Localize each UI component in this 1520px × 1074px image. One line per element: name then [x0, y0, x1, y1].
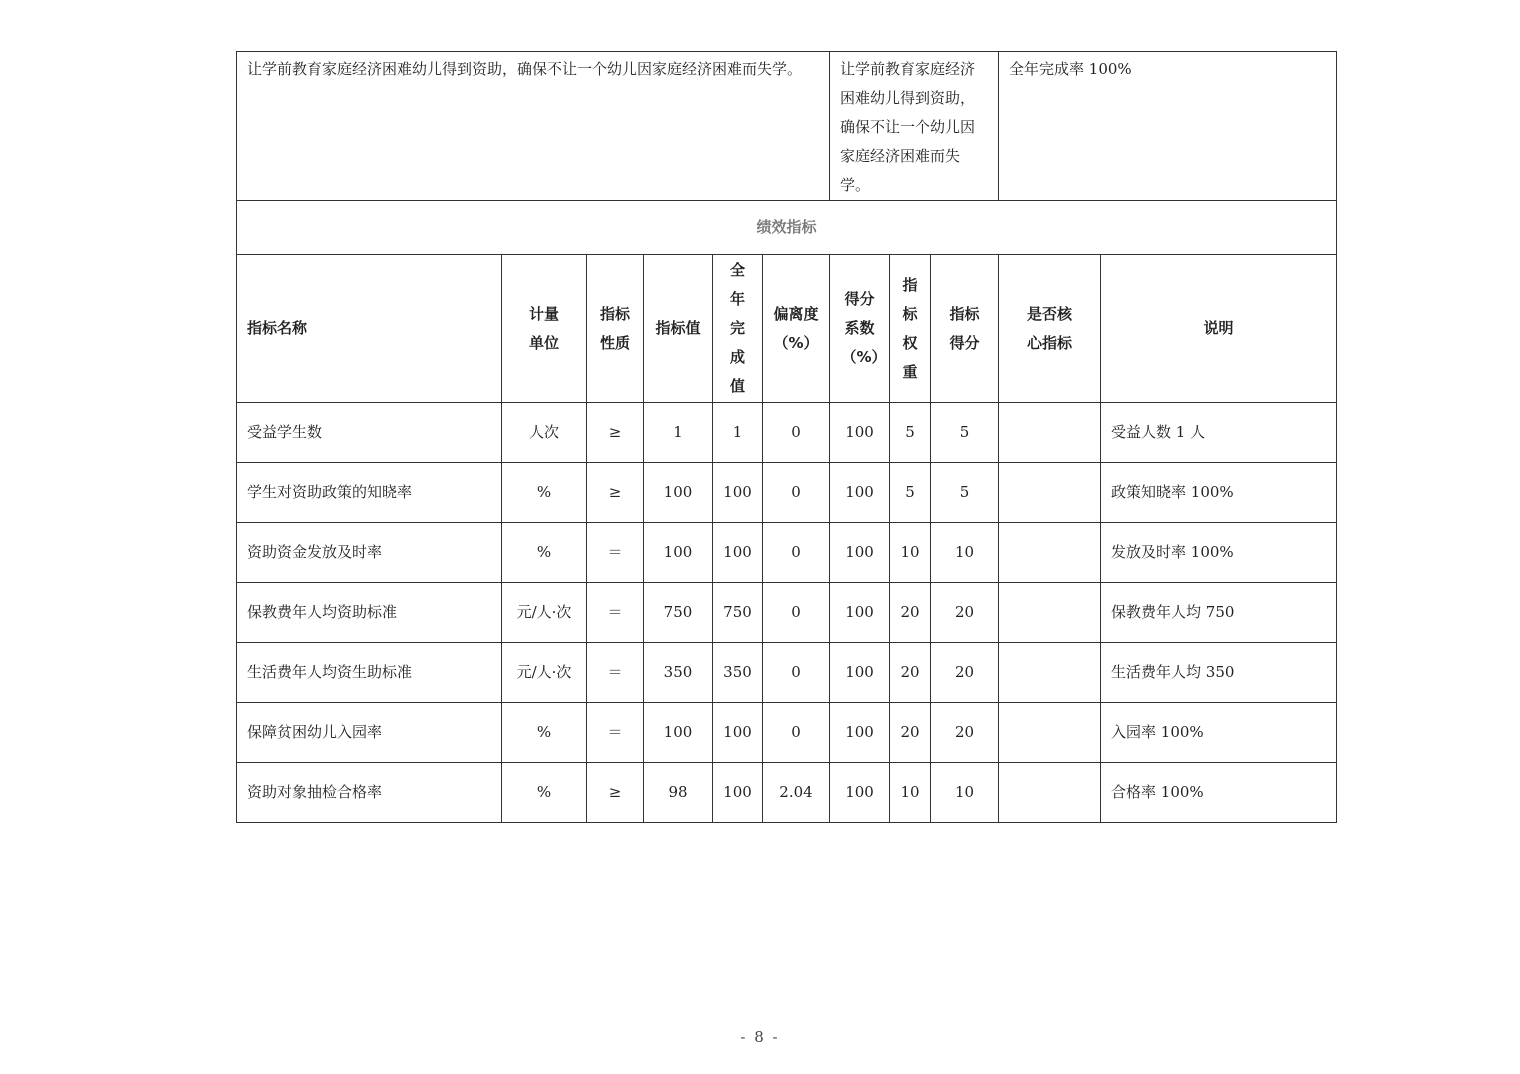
cell-unit: 人次 [502, 403, 587, 463]
cell-actual: 1 [713, 403, 763, 463]
cell-nature: ≥ [587, 403, 644, 463]
table-row [237, 583, 1337, 643]
cell-actual: 100 [713, 463, 763, 523]
header-target: 指标值 [644, 255, 713, 403]
document-page [236, 51, 1336, 823]
cell-target: 100 [644, 463, 713, 523]
cell-deviation: 0 [763, 463, 830, 523]
cell-note: 保教费年人均 750 [1101, 583, 1337, 643]
cell-weight: 20 [890, 643, 931, 703]
cell-deviation: 0 [763, 523, 830, 583]
header-coef [830, 255, 890, 403]
cell-weight: 20 [890, 583, 931, 643]
cell-deviation: 0 [763, 403, 830, 463]
cell-core [999, 763, 1101, 823]
header-core-text: 是否核心指标 [1027, 304, 1073, 352]
cell-actual: 350 [713, 643, 763, 703]
header-deviation-text: 偏离度（%） [773, 304, 819, 352]
cell-nature: ＝ [587, 583, 644, 643]
header-actual-text: 全年完成值 [729, 261, 745, 395]
table-row [237, 523, 1337, 583]
table-row [237, 643, 1337, 703]
cell-core [999, 703, 1101, 763]
objective-cell-1: 让学前教育家庭经济困难幼儿得到资助，确保不让一个幼儿因家庭经济困难而失学。 [237, 52, 830, 201]
header-note: 说明 [1101, 255, 1337, 403]
table-row [237, 763, 1337, 823]
cell-unit: % [502, 523, 587, 583]
cell-target: 1 [644, 403, 713, 463]
cell-score: 5 [931, 463, 999, 523]
cell-coef: 100 [830, 703, 890, 763]
cell-deviation: 2.04 [763, 763, 830, 823]
header-unit [502, 255, 587, 403]
cell-nature: ＝ [587, 703, 644, 763]
cell-score: 10 [931, 523, 999, 583]
cell-coef: 100 [830, 763, 890, 823]
cell-target: 100 [644, 523, 713, 583]
cell-name: 保障贫困幼儿入园率 [237, 703, 502, 763]
cell-name: 资助对象抽检合格率 [237, 763, 502, 823]
cell-actual: 100 [713, 523, 763, 583]
section-title: 绩效指标 [237, 201, 1337, 255]
header-nature-text: 指标性质 [599, 304, 630, 352]
cell-nature: ＝ [587, 643, 644, 703]
performance-table [236, 51, 1337, 823]
cell-actual: 750 [713, 583, 763, 643]
table-row [237, 463, 1337, 523]
header-nature [587, 255, 644, 403]
section-title-row [237, 201, 1337, 255]
cell-coef: 100 [830, 643, 890, 703]
cell-core [999, 583, 1101, 643]
cell-note: 入园率 100% [1101, 703, 1337, 763]
cell-deviation: 0 [763, 643, 830, 703]
header-weight-text: 指标权重 [902, 275, 918, 381]
cell-note: 受益人数 1 人 [1101, 403, 1337, 463]
cell-core [999, 523, 1101, 583]
cell-deviation: 0 [763, 703, 830, 763]
cell-note: 生活费年人均 350 [1101, 643, 1337, 703]
cell-score: 5 [931, 403, 999, 463]
table-row [237, 403, 1337, 463]
header-actual [713, 255, 763, 403]
table-body [237, 403, 1337, 823]
cell-name: 资助资金发放及时率 [237, 523, 502, 583]
cell-nature: ≥ [587, 463, 644, 523]
cell-note: 发放及时率 100% [1101, 523, 1337, 583]
cell-target: 98 [644, 763, 713, 823]
cell-weight: 5 [890, 463, 931, 523]
cell-name: 保教费年人均资助标准 [237, 583, 502, 643]
cell-actual: 100 [713, 763, 763, 823]
cell-coef: 100 [830, 583, 890, 643]
cell-unit: 元/人·次 [502, 583, 587, 643]
cell-name: 生活费年人均资生助标准 [237, 643, 502, 703]
cell-unit: 元/人·次 [502, 643, 587, 703]
cell-target: 750 [644, 583, 713, 643]
page-number: - 8 - [740, 1028, 780, 1046]
cell-name: 受益学生数 [237, 403, 502, 463]
cell-target: 100 [644, 703, 713, 763]
cell-weight: 20 [890, 703, 931, 763]
header-unit-text: 计量单位 [528, 304, 559, 352]
cell-coef: 100 [830, 403, 890, 463]
cell-coef: 100 [830, 463, 890, 523]
cell-deviation: 0 [763, 583, 830, 643]
cell-unit: % [502, 763, 587, 823]
header-weight [890, 255, 931, 403]
cell-core [999, 643, 1101, 703]
cell-coef: 100 [830, 523, 890, 583]
header-score-text: 指标得分 [949, 304, 980, 352]
objective-cell-2: 让学前教育家庭经济困难幼儿得到资助，确保不让一个幼儿因家庭经济困难而失学。 [830, 52, 999, 201]
cell-weight: 10 [890, 763, 931, 823]
cell-name: 学生对资助政策的知晓率 [237, 463, 502, 523]
cell-actual: 100 [713, 703, 763, 763]
cell-score: 20 [931, 583, 999, 643]
cell-target: 350 [644, 643, 713, 703]
objective-cell-3: 全年完成率 100% [999, 52, 1337, 201]
cell-note: 合格率 100% [1101, 763, 1337, 823]
header-deviation [763, 255, 830, 403]
cell-core [999, 463, 1101, 523]
header-core [999, 255, 1101, 403]
cell-weight: 5 [890, 403, 931, 463]
objectives-row [237, 52, 1337, 201]
cell-unit: % [502, 703, 587, 763]
header-score [931, 255, 999, 403]
cell-score: 20 [931, 703, 999, 763]
header-name: 指标名称 [237, 255, 502, 403]
cell-score: 10 [931, 763, 999, 823]
table-row [237, 703, 1337, 763]
cell-weight: 10 [890, 523, 931, 583]
cell-core [999, 403, 1101, 463]
cell-note: 政策知晓率 100% [1101, 463, 1337, 523]
cell-unit: % [502, 463, 587, 523]
cell-nature: ＝ [587, 523, 644, 583]
cell-score: 20 [931, 643, 999, 703]
header-row [237, 255, 1337, 403]
cell-nature: ≥ [587, 763, 644, 823]
header-coef-text: 得分系数（%） [841, 290, 887, 366]
